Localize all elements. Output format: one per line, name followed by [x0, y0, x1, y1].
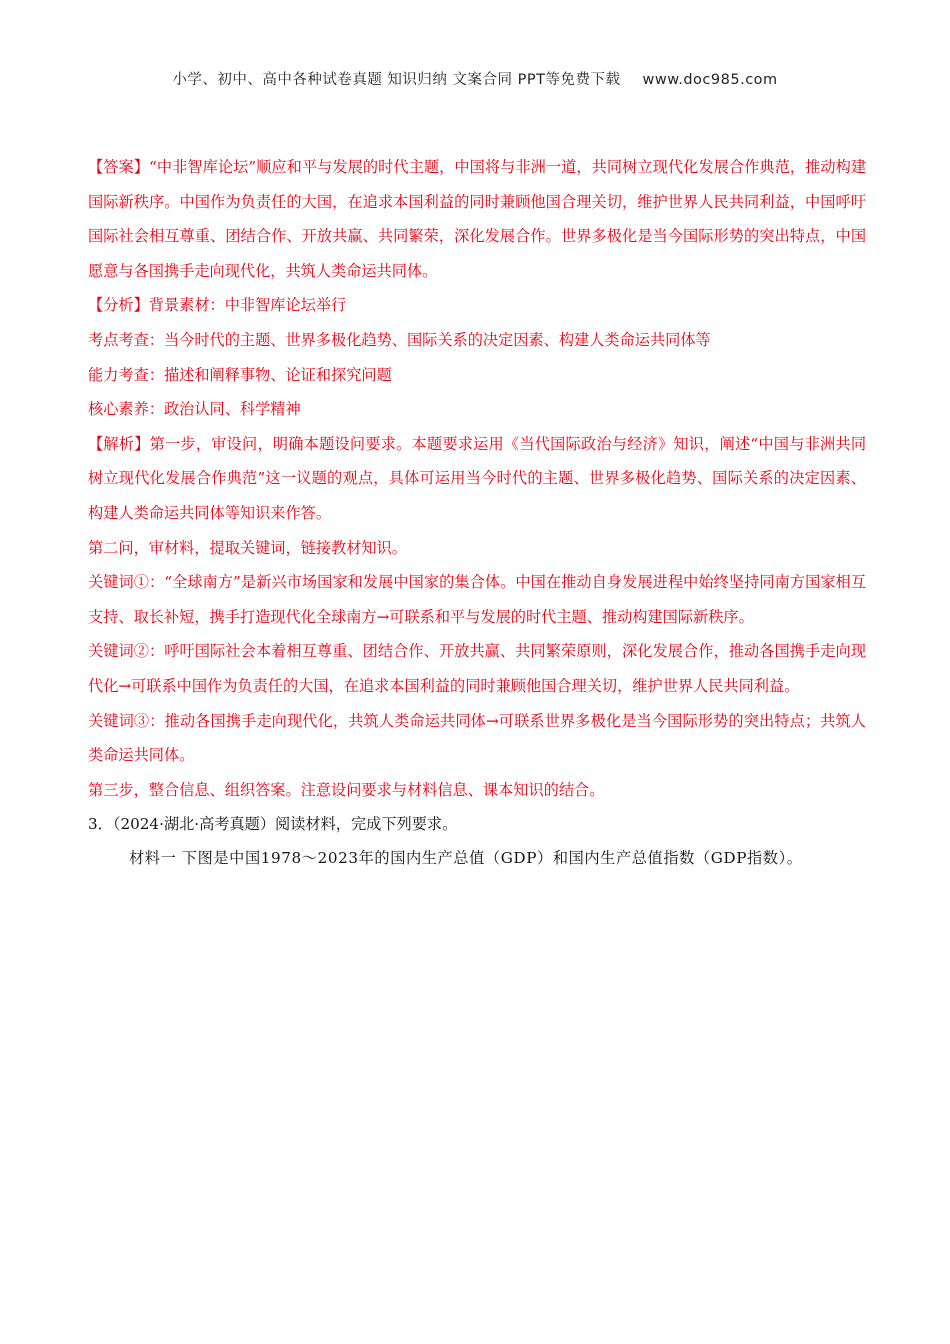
keyword-1: 关键词①：“全球南方”是新兴市场国家和发展中国家的集合体。中国在推动自身发展进程中始终坚持同南方国家相互支持、取长补短，携手打造现代化全球南方→可联系和平与发展的时代主题、推动构建国际新秩序。 [88, 573, 866, 626]
analysis-exam-points: 考点考查：当今时代的主题、世界多极化趋势、国际关系的决定因素、构建人类命运共同体等 [88, 330, 711, 349]
keyword-2: 关键词②：呼吁国际社会本着相互尊重、团结合作、开放共赢、共同繁荣原则，深化发展合作，推动各国携手走向现代化→可联系中国作为负责任的大国，在追求本国利益的同时兼顾他国合理关切，维护世界人民共同利益。 [88, 642, 866, 695]
header-text: 小学、初中、高中各种试卷真题 知识归纳 文案合同 PPT等免费下载 [172, 72, 621, 88]
header-site-link[interactable]: www.doc985.com [642, 72, 778, 88]
question-3-material: 材料一 下图是中国1978～2023年的国内生产总值（GDP）和国内生产总值指数（GDP指数）。 [129, 849, 803, 868]
question-3-title: 3．（2024·湖北·高考真题）阅读材料，完成下列要求。 [88, 815, 458, 834]
explanation-step1: 第一步，审设问，明确本题设问要求。本题要求运用《当代国际政治与经济》知识，阐述“中国与非洲共同树立现代化发展合作典范”这一议题的观点，具体可运用当今时代的主题、世界多极化趋势、国际关系的决定因素、构建人类命运共同体等知识来作答。 [88, 434, 867, 522]
answer-paragraph [88, 150, 866, 288]
explanation-tag: 【解析】 [88, 434, 150, 453]
analysis-paragraph [88, 288, 866, 323]
analysis-background: 背景素材：中非智库论坛举行 [148, 296, 347, 315]
answer-text: “中非智库论坛”顺应和平与发展的时代主题，中国将与非洲一道，共同树立现代化发展合作典范，推动构建国际新秩序。中国作为负责任的大国，在追求本国利益的同时兼顾他国合理关切，维护世界人民共同利益，中国呼吁国际社会相互尊重、团结合作、开放共赢、共同繁荣，深化发展合作。世界多极化是当今国际形势的突出特点，中国愿意与各国携手走向现代化，共筑人类命运共同体。 [88, 158, 867, 280]
analysis-tag: 【分析】 [88, 296, 149, 315]
page-header [0, 68, 950, 89]
answer-tag: 【答案】 [88, 158, 149, 176]
explanation-step3: 第三步，整合信息、组织答案。注意设问要求与材料信息、课本知识的结合。 [88, 780, 605, 799]
analysis-ability: 能力考查：描述和阐释事物、论证和探究问题 [88, 365, 392, 384]
analysis-literacy: 核心素养：政治认同、科学精神 [88, 400, 301, 419]
keyword-3: 关键词③：推动各国携手走向现代化，共筑人类命运共同体→可联系世界多极化是当今国际形势的突出特点；共筑人类命运共同体。 [88, 711, 866, 765]
document-body [88, 150, 866, 875]
explanation-step2: 第二问，审材料，提取关键词，链接教材知识。 [88, 538, 407, 557]
explanation-paragraph [88, 427, 866, 531]
